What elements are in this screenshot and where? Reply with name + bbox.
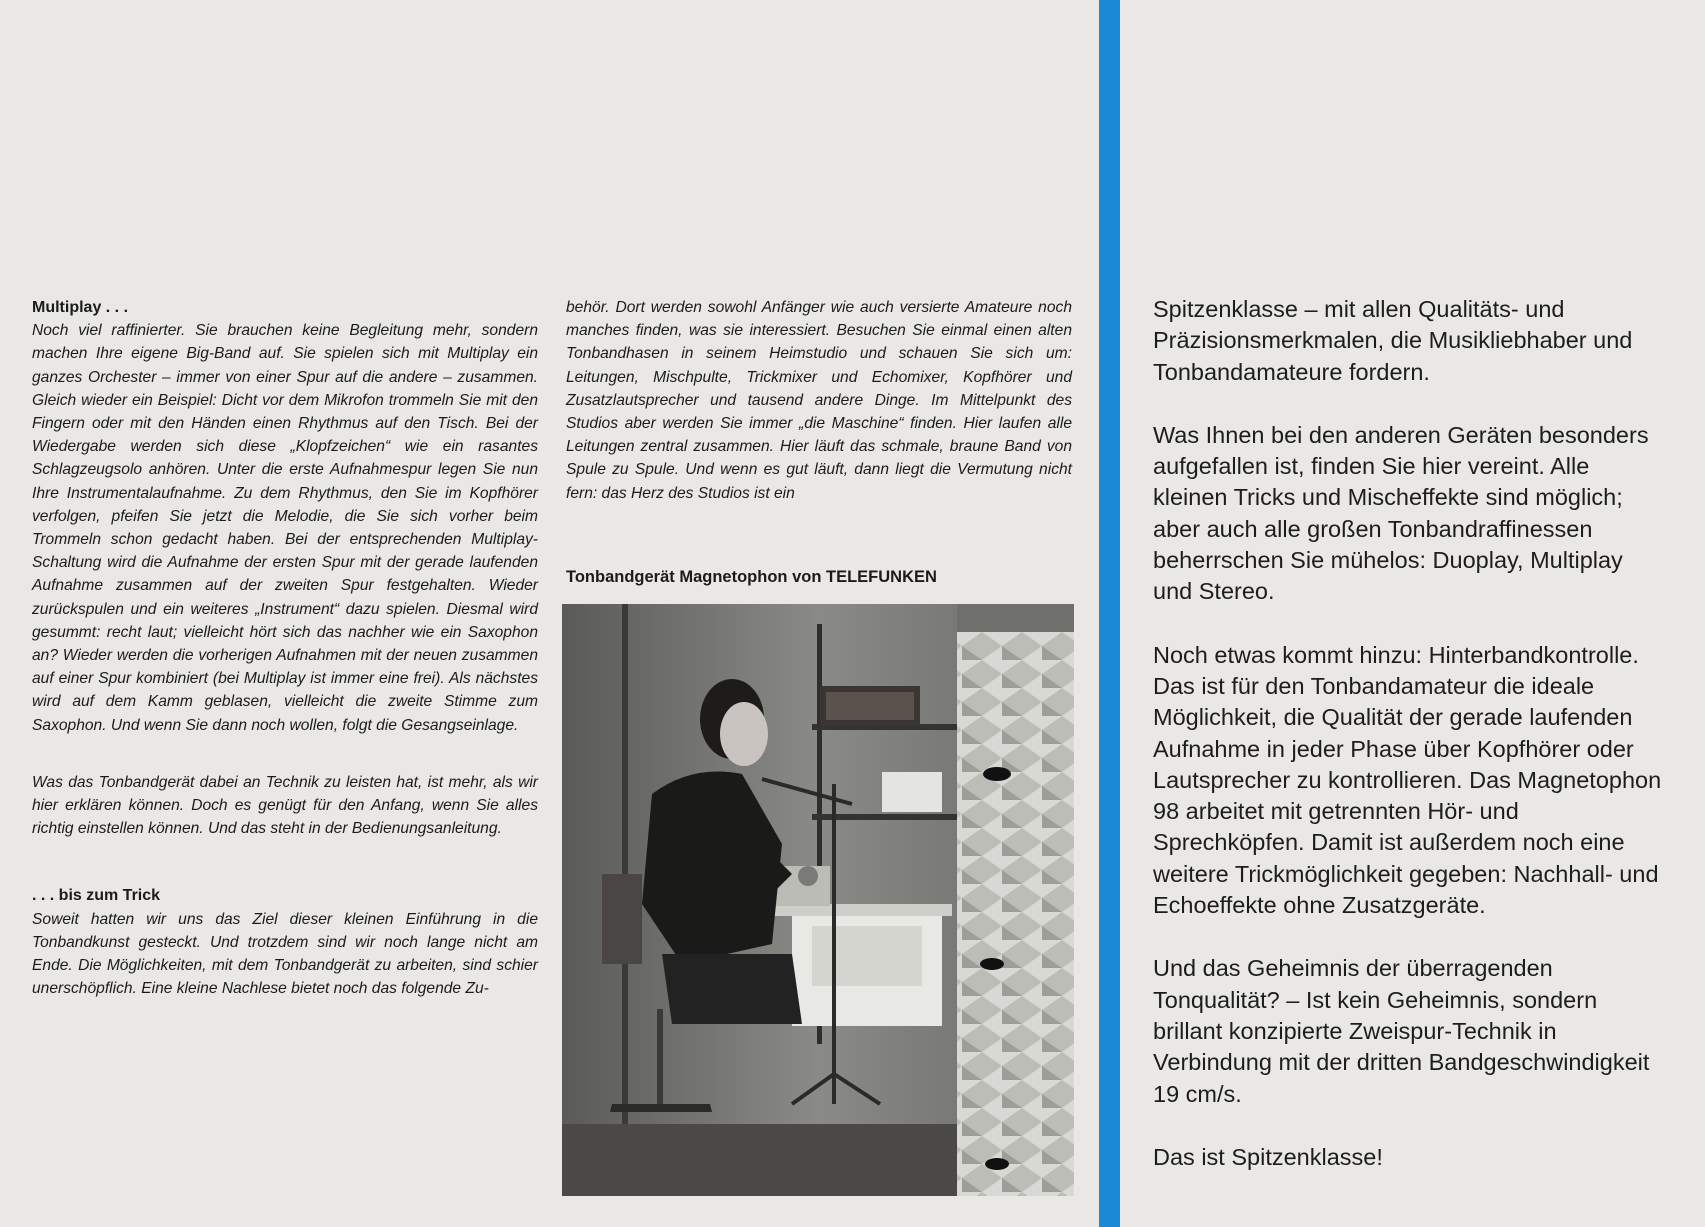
blue-vertical-rule bbox=[1099, 0, 1120, 1227]
middle-text-column bbox=[566, 296, 1072, 505]
right-paragraph-4: Und das Geheimnis der überragenden Tonqualität? – Ist kein Geheimnis, sondern brillant konzipierte Zweispur-Technik in Verbindung mit der dritten Bandgeschwindigkeit 19 cm/s. bbox=[1153, 955, 1650, 1107]
paragraph-multiplay: Noch viel raffinierter. Sie brauchen keine Begleitung mehr, sondern machen Ihre eigene Big-Band auf. Sie spielen sich mit Multiplay ein ganzes Orchester – immer von einer Spur auf die andere – zusammen. Gleich wieder ein Beispiel: Dicht vor dem Mikrofon trommeln Sie mit den Fingern oder mit den Händen einen Rhythmus auf den Tisch. Bei der Wiedergabe werden sich diese „Klopfzeichen“ wie ein rasantes Schlagzeugsolo anhören. Unter die erste Aufnahmespur legen Sie nun Ihre Instrumentalaufnahme. Zu dem Rhythmus, den Sie im Kopfhörer verfolgen, pfeifen Sie jetzt die Melodie, die Sie sich vorher beim Trommeln schon gedacht haben. Bei der entsprechenden Multiplay-Schaltung wird die Aufnahme der ersten Spur mit der gerade laufenden Aufnahme zusammen auf der zweiten Spur festgehalten. Wieder zurückspulen und ein weiteres „Instrument“ dazu spielen. Diesmal wird gesummt: recht laut; vielleicht hört sich das nachher wie ein Saxophon an? Wieder werden die vorherigen Aufnahmen mit der neuen zusammen auf einer Spur kombiniert (bei Multiplay ist immer eine frei). Als nächstes wird auf dem Kamm geblasen, vielleicht die zweite Stimme zum Saxophon. Und wenn Sie dann noch wollen, folgt die Gesangseinlage. bbox=[32, 322, 538, 734]
paragraph-trick: Soweit hatten wir uns das Ziel dieser kleinen Einführung in die Tonbandkunst gesteckt. Und trotzdem sind wir noch lange nicht am Ende. Die Möglichkeiten, mit dem Tonbandgerät zu arbeiten, sind schier unerschöpflich. Eine kleine Nachlese bietet noch das folgende Zu- bbox=[32, 910, 538, 998]
heading-trick: . . . bis zum Trick bbox=[32, 887, 161, 905]
right-text-column bbox=[1153, 294, 1668, 1205]
photo-caption: Tonbandgerät Magnetophon von TELEFUNKEN bbox=[566, 568, 937, 586]
heading-multiplay: Multiplay . . . bbox=[32, 299, 129, 316]
right-paragraph-3: Noch etwas kommt hinzu: Hinterbandkontrolle. Das ist für den Tonbandamateur die ideale Möglichkeit, die Qualität der gerade laufenden Aufnahme in jeder Phase über Kopfhörer oder Lautsprecher zu kontrollieren. Das Magnetophon 98 arbeitet mit getrennten Hör- und Sprechköpfen. Damit ist außerdem noch eine weitere Trickmöglichkeit gegeben: Nachhall- und Echoeffekte ohne Zusatzgeräte. bbox=[1153, 641, 1662, 919]
right-paragraph-5: Das ist Spitzenklasse! bbox=[1153, 1143, 1383, 1170]
paragraph-zubehoer: behör. Dort werden sowohl Anfänger wie auch versierte Amateure noch manches finden, was sie interessiert. Besuchen Sie einmal einen alten Tonbandhasen in seinem Heimstudio und schauen Sie sich um: Leitungen, Mischpulte, Trickmixer und Echomixer, Kopfhörer und Zusatzlautsprecher und tausend andere Dinge. Im Mittelpunkt des Studios aber werden Sie immer „die Maschine“ finden. Hier laufen alle Leitungen zentral zusammen. Hier läuft das schmale, braune Band von Spule zu Spule. Und wenn es gut läuft, dann liegt die Vermutung nicht fern: das Herz des Studios ist ein bbox=[566, 299, 1072, 502]
right-paragraph-1: Spitzenklasse – mit allen Qualitäts- und Präzisionsmerkmalen, die Musikliebhaber und Tonbandamateure fordern. bbox=[1153, 296, 1633, 385]
studio-photo-illustration bbox=[562, 604, 1074, 1196]
studio-photo bbox=[562, 604, 1074, 1196]
left-text-column bbox=[32, 296, 538, 1000]
paragraph-technik: Was das Tonbandgerät dabei an Technik zu leisten hat, ist mehr, als wir hier erklären können. Doch es genügt für den Anfang, wenn Sie alles richtig einstellen können. Und das steht in der Bedienungsanleitung. bbox=[32, 773, 538, 838]
right-paragraph-2: Was Ihnen bei den anderen Geräten besonders aufgefallen ist, finden Sie hier vereint. Alle kleinen Tricks und Mischeffekte sind möglich; aber auch alle großen Tonbandraffinessen beherrschen Sie mühelos: Duoplay, Multiplay und Stereo. bbox=[1153, 421, 1649, 605]
